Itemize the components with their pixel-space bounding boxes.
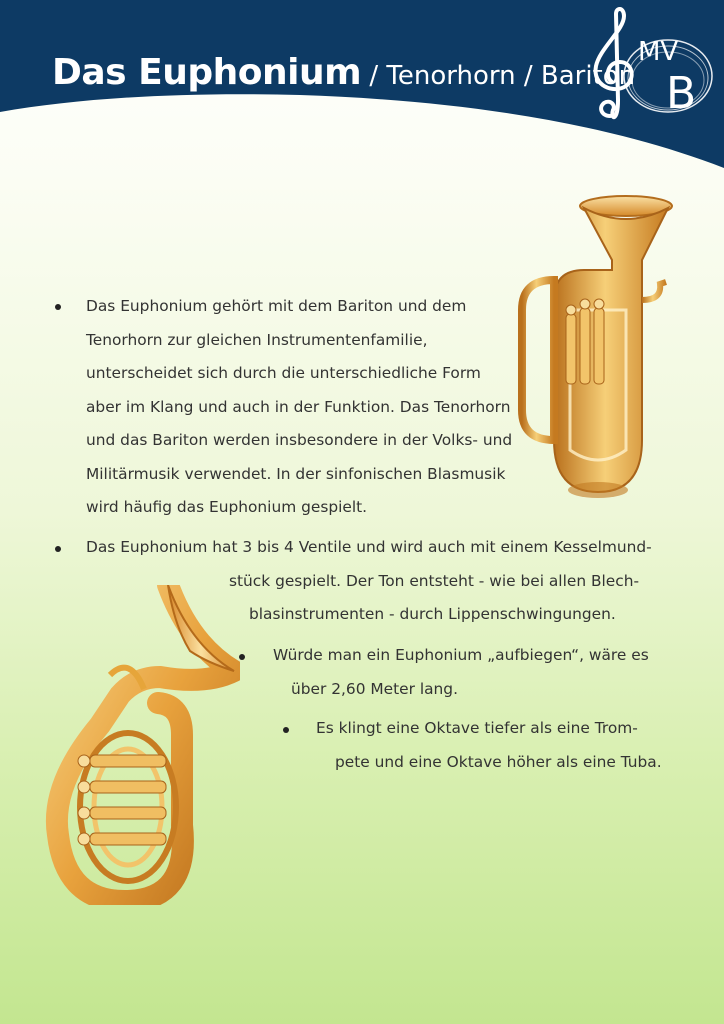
title-rest: / Tenorhorn / Bariton bbox=[361, 61, 636, 91]
text-line: Es klingt eine Oktave tiefer als eine Trom- bbox=[316, 719, 638, 737]
text-line: über 2,60 Meter lang. bbox=[291, 679, 458, 698]
text-line: aber im Klang und auch in der Funktion. Das Tenorhorn bbox=[86, 397, 511, 416]
text-line: Würde man ein Euphonium „aufbiegen“, wäre es bbox=[273, 646, 649, 664]
club-logo bbox=[580, 4, 718, 130]
baritone-horn-icon bbox=[514, 190, 674, 510]
paragraph-4 bbox=[316, 712, 662, 779]
text-line: Militärmusik verwendet. In der sinfonischen Blasmusik bbox=[86, 464, 506, 483]
text-line: Das Euphonium gehört mit dem Bariton und dem bbox=[86, 297, 467, 315]
paragraph-1 bbox=[86, 290, 512, 525]
text-line: unterscheidet sich durch die unterschiedliche Form bbox=[86, 364, 481, 382]
text-line: Das Euphonium hat 3 bis 4 Ventile und wird auch mit einem Kesselmund- bbox=[86, 538, 652, 556]
paragraph-3 bbox=[273, 639, 649, 706]
logo-text-bottom: B bbox=[666, 68, 697, 119]
text-line: wird häufig das Euphonium gespielt. bbox=[86, 498, 368, 516]
page-title bbox=[52, 52, 635, 93]
logo-text-top: MV bbox=[638, 37, 679, 67]
title-main: Das Euphonium bbox=[52, 52, 362, 93]
text-line: Tenorhorn zur gleichen Instrumentenfamilie, bbox=[86, 330, 428, 349]
bullet bbox=[55, 304, 61, 310]
text-line: stück gespielt. Der Ton entsteht - wie bei allen Blech- bbox=[229, 571, 640, 590]
bullet bbox=[55, 546, 61, 552]
text-line: pete und eine Oktave höher als eine Tuba. bbox=[335, 752, 662, 771]
text-line: und das Bariton werden insbesondere in der Volks- und bbox=[86, 431, 513, 449]
text-line: blasinstrumenten - durch Lippenschwingungen. bbox=[249, 605, 616, 623]
bullet bbox=[283, 727, 289, 733]
euphonium-icon bbox=[40, 585, 240, 905]
